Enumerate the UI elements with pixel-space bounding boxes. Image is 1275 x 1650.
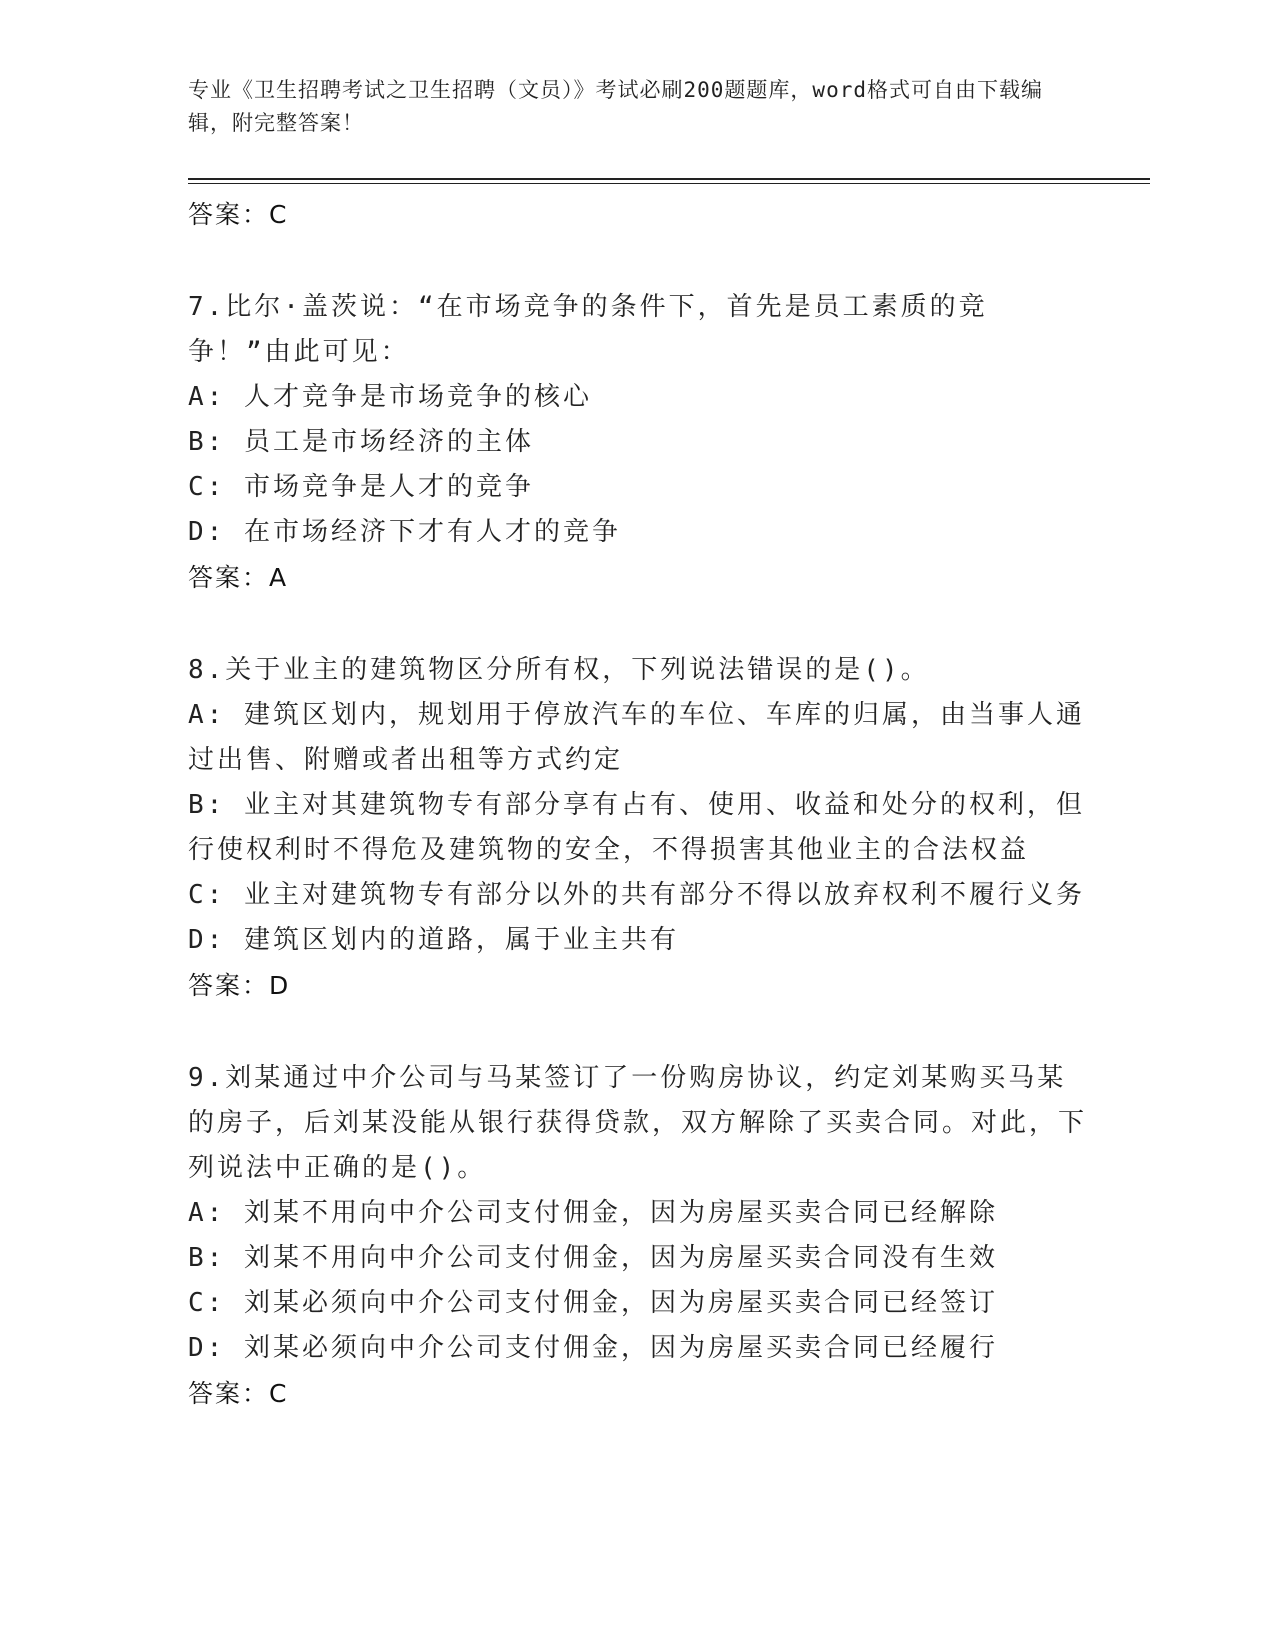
option-a: A: 建筑区划内，规划用于停放汽车的车位、车库的归属，由当事人通过出售、附赠或者出租等方式约定 (188, 700, 1085, 775)
header-divider-thick (188, 178, 1150, 180)
previous-answer: 答案：C (188, 200, 289, 229)
option-b: B: 业主对其建筑物专有部分享有占有、使用、收益和处分的权利，但行使权利时不得危及建筑物的安全，不得损害其他业主的合法权益 (188, 790, 1085, 865)
option-d: D: 在市场经济下才有人才的竞争 (188, 517, 621, 547)
option-d: D: 建筑区划内的道路，属于业主共有 (188, 925, 679, 955)
answer: 答案：C (188, 1379, 289, 1408)
answer: 答案：A (188, 563, 289, 592)
option-c: C: 刘某必须向中介公司支付佣金，因为房屋买卖合同已经签订 (188, 1288, 998, 1318)
document-header: 专业《卫生招聘考试之卫生招聘（文员）》考试必刷200题题库，word格式可自由下载编辑，附完整答案！ (188, 78, 1043, 135)
question-list (188, 192, 1088, 1416)
option-b: B: 刘某不用向中介公司支付佣金，因为房屋买卖合同没有生效 (188, 1243, 998, 1273)
question-7 (188, 285, 1088, 600)
question-9 (188, 1056, 1088, 1416)
answer: 答案：D (188, 971, 291, 1000)
option-b: B: 员工是市场经济的主体 (188, 427, 534, 457)
option-a: A: 刘某不用向中介公司支付佣金，因为房屋买卖合同已经解除 (188, 1198, 998, 1228)
question-8 (188, 648, 1088, 1008)
header-divider-thin (188, 183, 1150, 184)
option-a: A: 人才竞争是市场竞争的核心 (188, 382, 592, 412)
option-c: C: 市场竞争是人才的竞争 (188, 472, 534, 502)
option-c: C: 业主对建筑物专有部分以外的共有部分不得以放弃权利不履行义务 (188, 880, 1085, 910)
question-stem: 8.关于业主的建筑物区分所有权，下列说法错误的是()。 (188, 655, 930, 685)
question-stem: 7.比尔·盖茨说：“在市场竞争的条件下，首先是员工素质的竞争！”由此可见： (188, 292, 988, 367)
option-d: D: 刘某必须向中介公司支付佣金，因为房屋买卖合同已经履行 (188, 1333, 998, 1363)
question-stem: 9.刘某通过中介公司与马某签订了一份购房协议，约定刘某购买马某的房子，后刘某没能从银行获得贷款，双方解除了买卖合同。对此，下列说法中正确的是()。 (188, 1063, 1088, 1183)
